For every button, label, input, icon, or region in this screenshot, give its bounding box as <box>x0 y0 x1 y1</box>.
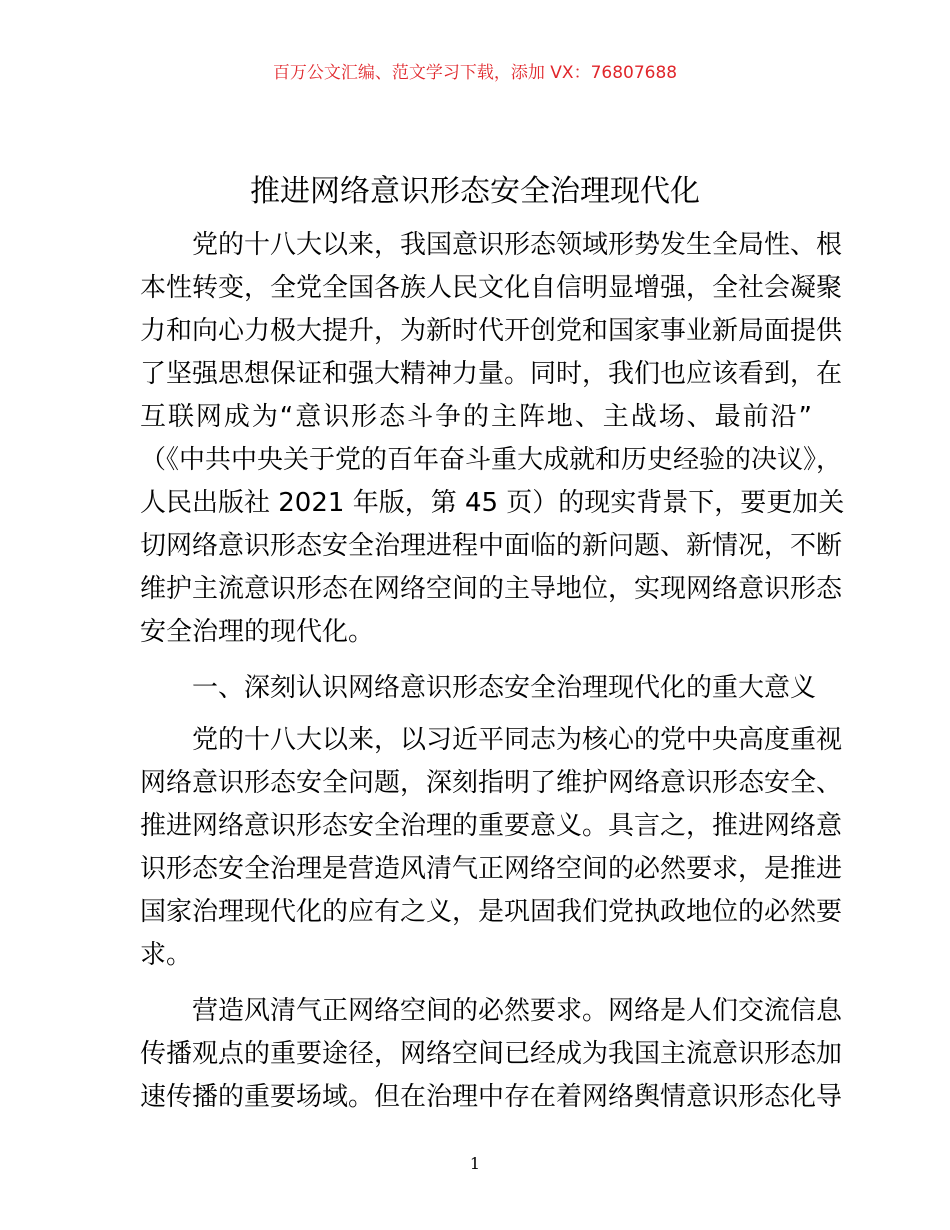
text-line: 速传播的重要场域。但在治理中存在着网络舆情意识形态化导 <box>140 1082 843 1112</box>
text-line: 了坚强思想保证和强大精神力量。同时，我们也应该看到，在 <box>140 359 843 389</box>
text-line: 互联网成为“意识形态斗争的主阵地、主战场、最前沿” <box>140 402 812 432</box>
text-line: 安全治理的现代化。 <box>140 617 375 647</box>
watermark-header: 百万公文汇编、范文学习下载，添加 VX：76807688 <box>272 63 678 83</box>
page-number: 1 <box>469 1154 481 1173</box>
text-line: 国家治理现代化的应有之义，是巩固我们党执政地位的必然要 <box>140 897 843 927</box>
section-heading: 一、深刻认识网络意识形态安全治理现代化的重大意义 <box>192 673 817 703</box>
text-line: 维护主流意识形态在网络空间的主导地位，实现网络意识形态 <box>140 574 843 604</box>
text-line: 网络意识形态安全问题，深刻指明了维护网络意识形态安全、 <box>140 768 843 798</box>
document-title: 推进网络意识形态安全治理现代化 <box>250 174 700 209</box>
text-line: 传播观点的重要途径，网络空间已经成为我国主流意识形态加 <box>140 1039 843 1069</box>
text-line: 力和向心力极大提升，为新时代开创党和国家事业新局面提供 <box>140 316 843 346</box>
text-line: 识形态安全治理是营造风清气正网络空间的必然要求，是推进 <box>140 854 843 884</box>
text-line: 求。 <box>140 940 193 970</box>
text-line: 党的十八大以来，以习近平同志为核心的党中央高度重视 <box>192 725 843 755</box>
text-line: 营造风清气正网络空间的必然要求。网络是人们交流信息 <box>192 996 843 1026</box>
text-line: 切网络意识形态安全治理进程中面临的新问题、新情况，不断 <box>140 531 843 561</box>
text-line: 本性转变，全党全国各族人民文化自信明显增强，全社会凝聚 <box>140 273 843 303</box>
text-line: 推进网络意识形态安全治理的重要意义。具言之，推进网络意 <box>140 811 843 841</box>
text-line: （《中共中央关于党的百年奋斗重大成就和历史经验的决议》， <box>140 445 843 475</box>
text-line: 人民出版社 2021 年版，第 45 页）的现实背景下，要更加关 <box>140 488 845 518</box>
text-line: 党的十八大以来，我国意识形态领域形势发生全局性、根 <box>192 230 843 260</box>
